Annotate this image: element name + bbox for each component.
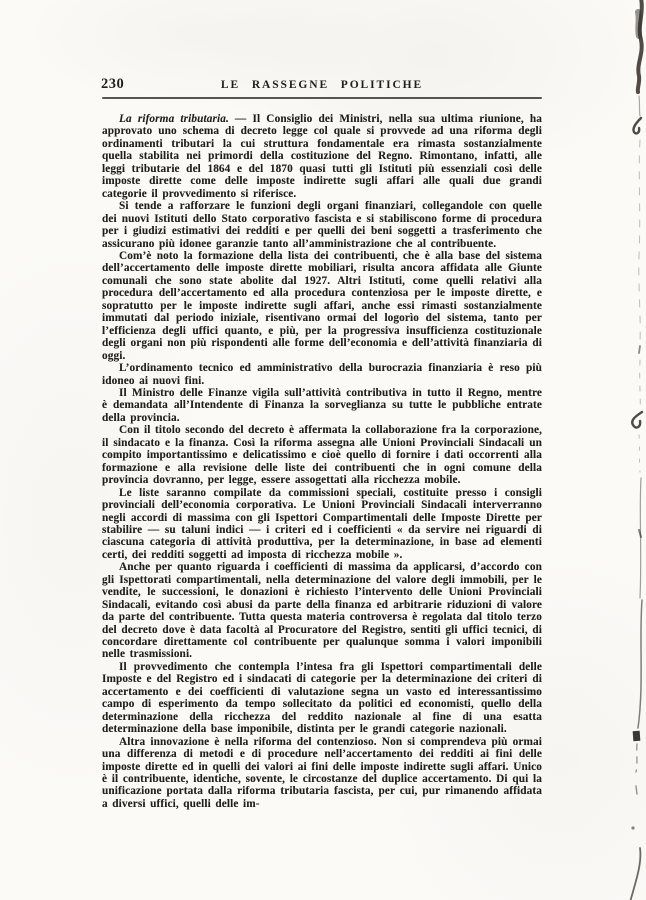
paragraph: L’ordinamento tecnico ed amministrativo della burocrazia finanziaria è reso più idoneo ai nuovi fini. [102,362,542,387]
paragraph: Con il titolo secondo del decreto è affermata la collaborazione fra la corporazione, il sindacato e la finanza. Così la riforma assegna alle Unioni Provinciali Sindacali un compito importantissimo e delicatissimo e cioè quello di fornire i dati occorrenti alla formazione e alla revisione delle liste dei contribuenti che in ogni comune della provincia dovranno, per legge, essere assogettati alla ricchezza mobile. [102,424,542,487]
paragraph: Il Ministro delle Finanze vigila sull’attività contributiva in tutto il Regno, mentre è demandata all’Intendente di Finanza la sorveglianza su tutte le pubbliche entrate della provincia. [102,386,542,424]
paragraph: Il provvedimento che contempla l’intesa fra gli Ispettori compartimentali delle Imposte e del Registro ed i sindacati di categorie per la determinazione dei criteri di accertamento e dei coefficienti di valutazione segna un vasto ed interessantissimo campo di esperimento da tempo sollecitato da politici ed economisti, quello della determinazione della ricchezza del reddito nazionale al fine di una esatta determinazione della base imponibile, distinta per le grandi categorie nazionali. [102,660,542,736]
article-body [102,113,542,810]
paragraph: Altra innovazione è nella riforma del contenzioso. Non si comprendeva più ormai una differenza di metodi e di procedure nell’accertamento dei redditi ai fini delle imposte dirette ed in quelli dei valori ai fini delle imposte indirette sugli affari. Unico è il contribuente, identiche, sovente, le circostanze del duplice accertamento. Di qui la unificazione portata dalla riforma tributaria fascista, per cui, pur rimanendo affidata a diversi uffici, quelli delle im- [102,735,542,810]
page-number: 230 [101,76,125,92]
running-title: LE RASSEGNE POLITICHE [220,79,424,91]
paragraph: Le liste saranno compilate da commissioni speciali, costituite presso i consigli provinciali dell’economia corporativa. Le Unioni Provinciali Sindacali interverranno negli accordi di massima con gli Ispettori Compartimentali delle Imposte Dirette per stabilire — su taluni indici — i criteri ed i coefficienti « da servire nei riguardi di ciascuna categoria di attività produttiva, per la determinazione, in base ad elementi certi, dei redditi soggetti ad imposta di ricchezza mobile ». [102,486,542,561]
page-header [102,76,542,96]
paragraph: La riforma tributaria. — Il Consiglio dei Ministri, nella sua ultima riunione, ha approvato uno schema di decreto legge col quale si provvede ad una riforma degli ordinamenti tributari la cui struttura fondamentale era rimasta sostanzialmente quella stabilita nei primordi della costituzione del Regno. Rimontano, infatti, alle leggi tributarie del 1864 e del 1870 quasi tutti gli Istituti più essenziali così delle imposte dirette come delle imposte indirette sugli affari alle quali due grandi categorie il provvedimento si riferisce. [102,113,542,200]
paragraph: Com’è noto la formazione della lista dei contribuenti, che è alla base del sistema dell’accertamento delle imposte dirette mobiliari, risulta ancora affidata alle Giunte comunali che sono state abolite dal 1927. Altri Istituti, come quelli relativi alla procedura dell’accertamento ed alla procedura contenziosa per le imposte dirette, e sopratutto per le imposte indirette sugli affari, anche essi rimasti sostanzialmente immutati dal periodo iniziale, risentivano ormai del logorìo del sistema, tanto per l’efficienza degli uffici quanto, e più, per la progressiva insufficienza costituzionale degli organi non più rispondenti alle forme dell’economia e dell’attività finanziaria di oggi. [102,249,542,362]
page-content [102,76,542,810]
article-lead-in: La riforma tributaria. — [119,113,253,125]
header-rule [102,97,542,99]
paragraph: Anche per quanto riguarda i coefficienti di massima da applicarsi, d’accordo con gli Ispettorati compartimentali, nella determinazione del valore degli immobili, per le vendite, le successioni, le donazioni è richiesto l’intervento delle Unioni Provinciali Sindacali, evitando così abusi da parte della finanza ed arbitrarie riduzioni di valore da parte del contribuente. Tutta questa materia controversa è regolata dal titolo terzo del decreto dove è data facoltà al Procuratore del Registro, sentiti gli uffici tecnici, di concordare direttamente col contribuente per qualunque somma i valori imponibili nelle trasmissioni. [102,561,542,661]
paragraph: Si tende a rafforzare le funzioni degli organi finanziari, collegandole con quelle dei nuovi Istituti dello Stato corporativo fascista e si stabiliscono forme di procedura per i giudizi estimativi dei redditi e per quelli dei beni soggetti a trasferimento che assicurano più idonee garanzie tanto all’amministrazione che al contribuente. [102,200,542,250]
